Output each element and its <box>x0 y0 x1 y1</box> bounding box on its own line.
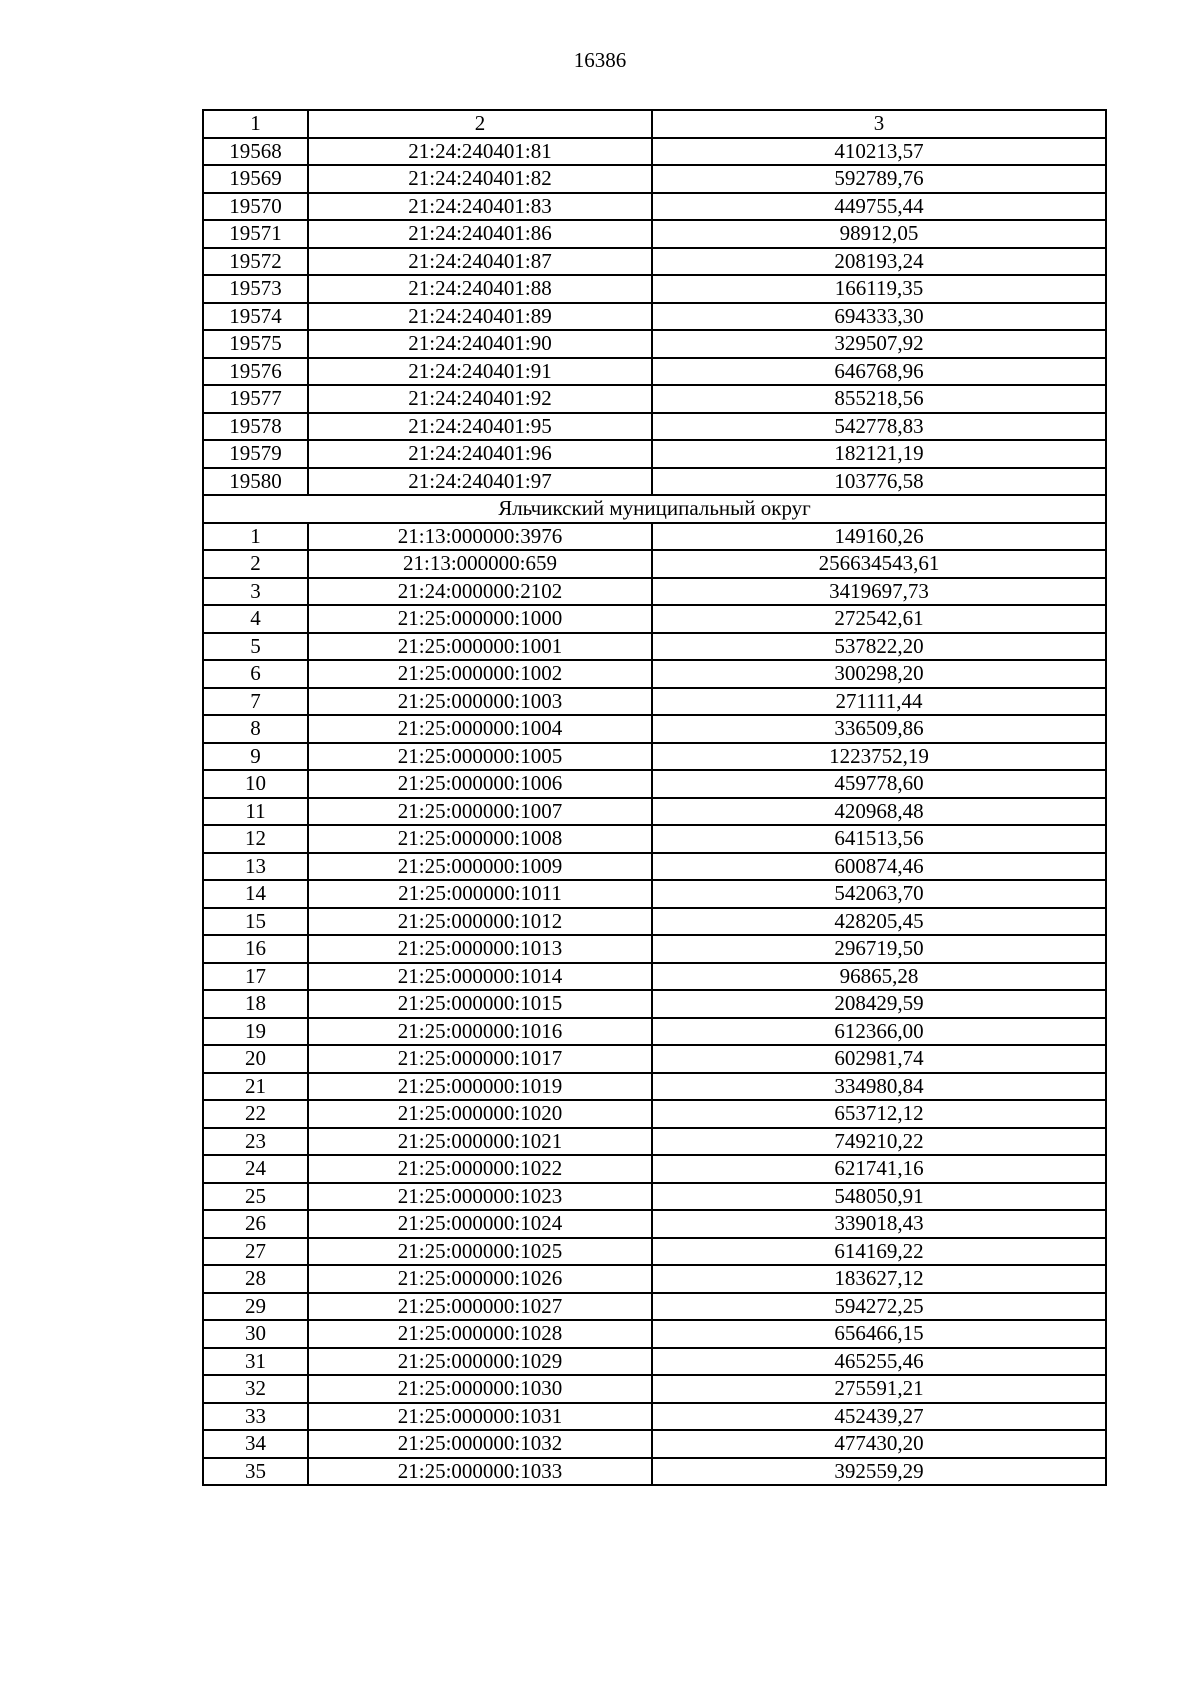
table-row <box>203 688 1106 716</box>
cadastral-number-cell: 21:25:000000:1032 <box>308 1430 652 1458</box>
cadastral-number-cell: 21:24:240401:89 <box>308 303 652 331</box>
page-number: 16386 <box>573 48 627 72</box>
row-number-cell: 19580 <box>203 468 308 496</box>
value-cell: 653712,12 <box>652 1100 1106 1128</box>
cadastral-number-cell: 21:25:000000:1026 <box>308 1265 652 1293</box>
value-cell: 452439,27 <box>652 1403 1106 1431</box>
cadastral-number-cell: 21:25:000000:1023 <box>308 1183 652 1211</box>
cadastral-number-cell: 21:24:000000:2102 <box>308 578 652 606</box>
value-cell: 271111,44 <box>652 688 1106 716</box>
data-table <box>202 109 1107 1486</box>
value-cell: 183627,12 <box>652 1265 1106 1293</box>
table-row <box>203 440 1106 468</box>
cadastral-number-cell: 21:24:240401:83 <box>308 193 652 221</box>
row-number-cell: 19574 <box>203 303 308 331</box>
table-header-row <box>203 110 1106 138</box>
table-row <box>203 1403 1106 1431</box>
row-number-cell: 19573 <box>203 275 308 303</box>
cadastral-number-cell: 21:24:240401:91 <box>308 358 652 386</box>
cadastral-number-cell: 21:25:000000:1020 <box>308 1100 652 1128</box>
value-cell: 855218,56 <box>652 385 1106 413</box>
cadastral-number-cell: 21:25:000000:1002 <box>308 660 652 688</box>
table-row <box>203 990 1106 1018</box>
table-row <box>203 1128 1106 1156</box>
table-row <box>203 770 1106 798</box>
cadastral-number-cell: 21:25:000000:1009 <box>308 853 652 881</box>
table-row <box>203 798 1106 826</box>
table-row <box>203 1320 1106 1348</box>
table-row <box>203 358 1106 386</box>
value-cell: 339018,43 <box>652 1210 1106 1238</box>
row-number-cell: 23 <box>203 1128 308 1156</box>
value-cell: 3419697,73 <box>652 578 1106 606</box>
column-header-1: 1 <box>203 110 308 138</box>
cadastral-number-cell: 21:25:000000:1014 <box>308 963 652 991</box>
value-cell: 149160,26 <box>652 523 1106 551</box>
table-body <box>203 110 1106 1485</box>
table-row <box>203 220 1106 248</box>
table-row <box>203 275 1106 303</box>
table-row <box>203 853 1106 881</box>
table-row <box>203 963 1106 991</box>
cadastral-number-cell: 21:13:000000:3976 <box>308 523 652 551</box>
row-number-cell: 3 <box>203 578 308 606</box>
row-number-cell: 19576 <box>203 358 308 386</box>
row-number-cell: 15 <box>203 908 308 936</box>
row-number-cell: 24 <box>203 1155 308 1183</box>
table-row <box>203 1265 1106 1293</box>
table-row <box>203 1210 1106 1238</box>
row-number-cell: 10 <box>203 770 308 798</box>
row-number-cell: 17 <box>203 963 308 991</box>
cadastral-number-cell: 21:24:240401:88 <box>308 275 652 303</box>
value-cell: 542063,70 <box>652 880 1106 908</box>
cadastral-number-cell: 21:25:000000:1029 <box>308 1348 652 1376</box>
table-row <box>203 550 1106 578</box>
cadastral-number-cell: 21:25:000000:1006 <box>308 770 652 798</box>
row-number-cell: 1 <box>203 523 308 551</box>
cadastral-number-cell: 21:25:000000:1016 <box>308 1018 652 1046</box>
value-cell: 272542,61 <box>652 605 1106 633</box>
value-cell: 694333,30 <box>652 303 1106 331</box>
row-number-cell: 19578 <box>203 413 308 441</box>
cadastral-number-cell: 21:25:000000:1007 <box>308 798 652 826</box>
cadastral-number-cell: 21:24:240401:95 <box>308 413 652 441</box>
row-number-cell: 2 <box>203 550 308 578</box>
cadastral-number-cell: 21:24:240401:86 <box>308 220 652 248</box>
cadastral-number-cell: 21:25:000000:1028 <box>308 1320 652 1348</box>
value-cell: 602981,74 <box>652 1045 1106 1073</box>
value-cell: 646768,96 <box>652 358 1106 386</box>
value-cell: 641513,56 <box>652 825 1106 853</box>
value-cell: 208429,59 <box>652 990 1106 1018</box>
value-cell: 329507,92 <box>652 330 1106 358</box>
row-number-cell: 20 <box>203 1045 308 1073</box>
table-row <box>203 1100 1106 1128</box>
row-number-cell: 7 <box>203 688 308 716</box>
cadastral-number-cell: 21:24:240401:81 <box>308 138 652 166</box>
table-row <box>203 605 1106 633</box>
value-cell: 296719,50 <box>652 935 1106 963</box>
cadastral-number-cell: 21:24:240401:90 <box>308 330 652 358</box>
cadastral-number-cell: 21:25:000000:1024 <box>308 1210 652 1238</box>
cadastral-number-cell: 21:25:000000:1019 <box>308 1073 652 1101</box>
table-row <box>203 1430 1106 1458</box>
cadastral-number-cell: 21:25:000000:1027 <box>308 1293 652 1321</box>
row-number-cell: 4 <box>203 605 308 633</box>
value-cell: 428205,45 <box>652 908 1106 936</box>
value-cell: 542778,83 <box>652 413 1106 441</box>
table-row <box>203 715 1106 743</box>
row-number-cell: 28 <box>203 1265 308 1293</box>
table-row <box>203 1238 1106 1266</box>
row-number-cell: 29 <box>203 1293 308 1321</box>
row-number-cell: 26 <box>203 1210 308 1238</box>
value-cell: 656466,15 <box>652 1320 1106 1348</box>
table-row <box>203 248 1106 276</box>
section-title: Яльчикский муниципальный округ <box>203 495 1106 523</box>
value-cell: 208193,24 <box>652 248 1106 276</box>
table-row <box>203 165 1106 193</box>
cadastral-number-cell: 21:25:000000:1031 <box>308 1403 652 1431</box>
cadastral-number-cell: 21:24:240401:92 <box>308 385 652 413</box>
column-header-2: 2 <box>308 110 652 138</box>
table-row <box>203 138 1106 166</box>
table-row <box>203 523 1106 551</box>
value-cell: 410213,57 <box>652 138 1106 166</box>
row-number-cell: 30 <box>203 1320 308 1348</box>
row-number-cell: 19 <box>203 1018 308 1046</box>
row-number-cell: 8 <box>203 715 308 743</box>
cadastral-number-cell: 21:25:000000:1012 <box>308 908 652 936</box>
row-number-cell: 19569 <box>203 165 308 193</box>
row-number-cell: 14 <box>203 880 308 908</box>
table-row <box>203 1073 1106 1101</box>
table-row <box>203 1348 1106 1376</box>
value-cell: 592789,76 <box>652 165 1106 193</box>
cadastral-number-cell: 21:13:000000:659 <box>308 550 652 578</box>
value-cell: 612366,00 <box>652 1018 1106 1046</box>
row-number-cell: 35 <box>203 1458 308 1486</box>
value-cell: 98912,05 <box>652 220 1106 248</box>
cadastral-number-cell: 21:25:000000:1033 <box>308 1458 652 1486</box>
cadastral-number-cell: 21:25:000000:1011 <box>308 880 652 908</box>
value-cell: 336509,86 <box>652 715 1106 743</box>
table-row <box>203 743 1106 771</box>
cadastral-number-cell: 21:24:240401:97 <box>308 468 652 496</box>
row-number-cell: 6 <box>203 660 308 688</box>
section-row <box>203 495 1106 523</box>
row-number-cell: 9 <box>203 743 308 771</box>
row-number-cell: 34 <box>203 1430 308 1458</box>
table-row <box>203 1045 1106 1073</box>
table-row <box>203 1018 1106 1046</box>
table-row <box>203 1293 1106 1321</box>
row-number-cell: 19575 <box>203 330 308 358</box>
row-number-cell: 31 <box>203 1348 308 1376</box>
cadastral-number-cell: 21:25:000000:1021 <box>308 1128 652 1156</box>
row-number-cell: 19570 <box>203 193 308 221</box>
cadastral-number-cell: 21:25:000000:1004 <box>308 715 652 743</box>
value-cell: 1223752,19 <box>652 743 1106 771</box>
cadastral-number-cell: 21:24:240401:87 <box>308 248 652 276</box>
table-row <box>203 303 1106 331</box>
row-number-cell: 25 <box>203 1183 308 1211</box>
table-row <box>203 385 1106 413</box>
table-row <box>203 1375 1106 1403</box>
cadastral-number-cell: 21:25:000000:1008 <box>308 825 652 853</box>
cadastral-number-cell: 21:25:000000:1001 <box>308 633 652 661</box>
row-number-cell: 19571 <box>203 220 308 248</box>
value-cell: 166119,35 <box>652 275 1106 303</box>
cadastral-number-cell: 21:25:000000:1005 <box>308 743 652 771</box>
value-cell: 449755,44 <box>652 193 1106 221</box>
row-number-cell: 22 <box>203 1100 308 1128</box>
cadastral-number-cell: 21:25:000000:1003 <box>308 688 652 716</box>
value-cell: 275591,21 <box>652 1375 1106 1403</box>
value-cell: 459778,60 <box>652 770 1106 798</box>
value-cell: 548050,91 <box>652 1183 1106 1211</box>
row-number-cell: 19577 <box>203 385 308 413</box>
value-cell: 103776,58 <box>652 468 1106 496</box>
table-row <box>203 880 1106 908</box>
table-row <box>203 1458 1106 1486</box>
cadastral-number-cell: 21:25:000000:1022 <box>308 1155 652 1183</box>
column-header-3: 3 <box>652 110 1106 138</box>
table-row <box>203 908 1106 936</box>
row-number-cell: 16 <box>203 935 308 963</box>
table-row <box>203 825 1106 853</box>
table-row <box>203 935 1106 963</box>
value-cell: 600874,46 <box>652 853 1106 881</box>
value-cell: 392559,29 <box>652 1458 1106 1486</box>
value-cell: 334980,84 <box>652 1073 1106 1101</box>
table-row <box>203 193 1106 221</box>
table-row <box>203 330 1106 358</box>
value-cell: 477430,20 <box>652 1430 1106 1458</box>
row-number-cell: 21 <box>203 1073 308 1101</box>
value-cell: 749210,22 <box>652 1128 1106 1156</box>
value-cell: 537822,20 <box>652 633 1106 661</box>
value-cell: 465255,46 <box>652 1348 1106 1376</box>
table-row <box>203 1183 1106 1211</box>
row-number-cell: 5 <box>203 633 308 661</box>
row-number-cell: 33 <box>203 1403 308 1431</box>
table-row <box>203 633 1106 661</box>
row-number-cell: 32 <box>203 1375 308 1403</box>
cadastral-number-cell: 21:25:000000:1017 <box>308 1045 652 1073</box>
cadastral-number-cell: 21:25:000000:1030 <box>308 1375 652 1403</box>
table-row <box>203 578 1106 606</box>
row-number-cell: 19572 <box>203 248 308 276</box>
table-row <box>203 468 1106 496</box>
value-cell: 182121,19 <box>652 440 1106 468</box>
value-cell: 96865,28 <box>652 963 1106 991</box>
row-number-cell: 18 <box>203 990 308 1018</box>
cadastral-number-cell: 21:24:240401:96 <box>308 440 652 468</box>
cadastral-number-cell: 21:25:000000:1015 <box>308 990 652 1018</box>
value-cell: 256634543,61 <box>652 550 1106 578</box>
row-number-cell: 12 <box>203 825 308 853</box>
row-number-cell: 19568 <box>203 138 308 166</box>
cadastral-number-cell: 21:24:240401:82 <box>308 165 652 193</box>
cadastral-number-cell: 21:25:000000:1025 <box>308 1238 652 1266</box>
cadastral-number-cell: 21:25:000000:1000 <box>308 605 652 633</box>
value-cell: 300298,20 <box>652 660 1106 688</box>
table-row <box>203 413 1106 441</box>
cadastral-number-cell: 21:25:000000:1013 <box>308 935 652 963</box>
row-number-cell: 11 <box>203 798 308 826</box>
value-cell: 614169,22 <box>652 1238 1106 1266</box>
row-number-cell: 27 <box>203 1238 308 1266</box>
value-cell: 594272,25 <box>652 1293 1106 1321</box>
value-cell: 621741,16 <box>652 1155 1106 1183</box>
table-row <box>203 1155 1106 1183</box>
value-cell: 420968,48 <box>652 798 1106 826</box>
table-row <box>203 660 1106 688</box>
row-number-cell: 13 <box>203 853 308 881</box>
row-number-cell: 19579 <box>203 440 308 468</box>
